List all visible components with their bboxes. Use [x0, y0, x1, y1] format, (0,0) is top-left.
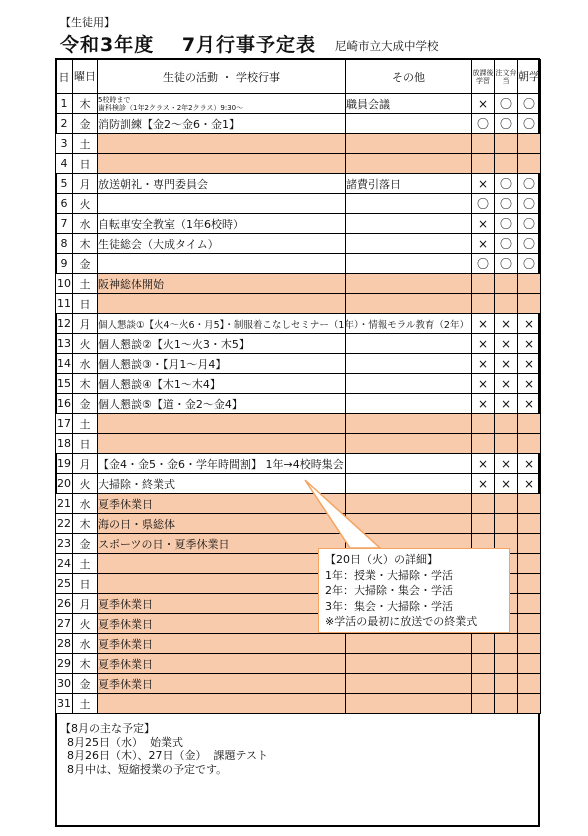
- weekday-cell: 月: [73, 594, 98, 614]
- weekday-cell: 金: [73, 114, 98, 134]
- day-cell: 8: [56, 234, 73, 254]
- morning-mark: [518, 414, 541, 434]
- callout-line: 3年：集会・大掃除・学活: [325, 599, 453, 613]
- afterschool-mark: [472, 514, 495, 534]
- morning-mark: [518, 494, 541, 514]
- morning-mark: [518, 134, 541, 154]
- table-row: [56, 314, 541, 334]
- afterschool-mark: ×: [472, 234, 495, 254]
- afterschool-mark: [472, 154, 495, 174]
- page-title: 令和3年度 7月行事予定表: [60, 34, 317, 56]
- detail-callout: [318, 548, 510, 633]
- other-cell: [346, 394, 472, 414]
- lunch-mark: [495, 514, 518, 534]
- morning-mark: 〇: [518, 94, 541, 114]
- table-row: [56, 334, 541, 354]
- activity-cell: [98, 194, 346, 214]
- activity-cell: 個人懇談④【木1～木4】: [98, 374, 346, 394]
- lunch-mark: ×: [495, 394, 518, 414]
- weekday-cell: 水: [73, 354, 98, 374]
- table-row: [56, 654, 541, 674]
- weekday-cell: 土: [73, 274, 98, 294]
- activity-cell: スポーツの日・夏季休業日: [98, 534, 346, 554]
- header-weekday: 曜日: [73, 60, 98, 94]
- weekday-cell: 水: [73, 214, 98, 234]
- other-cell: [346, 434, 472, 454]
- afterschool-mark: ×: [472, 474, 495, 494]
- afterschool-mark: [472, 414, 495, 434]
- table-row: [56, 414, 541, 434]
- footer-line: 8月26日（木）、27日（金） 課題テスト: [60, 749, 269, 762]
- afterschool-mark: ×: [472, 374, 495, 394]
- morning-mark: ×: [518, 454, 541, 474]
- activity-cell: [98, 94, 346, 114]
- table-header-row: [56, 60, 541, 94]
- day-cell: 24: [56, 554, 73, 574]
- other-cell: [346, 634, 472, 654]
- afterschool-mark: [472, 294, 495, 314]
- header-other: その他: [346, 60, 472, 94]
- activity-cell: 夏季休業日: [98, 654, 346, 674]
- afterschool-mark: ×: [472, 314, 495, 334]
- table-row: [56, 454, 541, 474]
- afterschool-mark: 〇: [472, 254, 495, 274]
- weekday-cell: 金: [73, 674, 98, 694]
- day-cell: 17: [56, 414, 73, 434]
- afterschool-mark: [472, 134, 495, 154]
- weekday-cell: 土: [73, 134, 98, 154]
- lunch-mark: ×: [495, 374, 518, 394]
- activity-cell: [98, 134, 346, 154]
- afterschool-mark: [472, 694, 495, 714]
- activity-cell: 阪神総体開始: [98, 274, 346, 294]
- table-row: [56, 694, 541, 714]
- activity-cell: 個人懇談①【火4～火6・月5】・制服着こなしセミナー（1年）・情報モラル教育（2年）: [98, 314, 346, 334]
- weekday-cell: 木: [73, 514, 98, 534]
- lunch-mark: [495, 654, 518, 674]
- callout-line: ※学活の最初に放送での終業式: [325, 615, 478, 628]
- day-cell: 26: [56, 594, 73, 614]
- lunch-mark: ×: [495, 334, 518, 354]
- header-day: 日: [56, 60, 73, 94]
- day-cell: 15: [56, 374, 73, 394]
- other-cell: [346, 214, 472, 234]
- lunch-mark: [495, 434, 518, 454]
- weekday-cell: 水: [73, 494, 98, 514]
- weekday-cell: 火: [73, 334, 98, 354]
- morning-mark: ×: [518, 474, 541, 494]
- morning-mark: [518, 154, 541, 174]
- weekday-cell: 木: [73, 234, 98, 254]
- morning-mark: ×: [518, 394, 541, 414]
- other-cell: [346, 254, 472, 274]
- other-cell: [346, 334, 472, 354]
- day-cell: 22: [56, 514, 73, 534]
- other-cell: [346, 194, 472, 214]
- lunch-mark: [495, 674, 518, 694]
- other-cell: 諸費引落日: [346, 174, 472, 194]
- day-cell: 10: [56, 274, 73, 294]
- afterschool-mark: ×: [472, 394, 495, 414]
- day-cell: 19: [56, 454, 73, 474]
- weekday-cell: 月: [73, 174, 98, 194]
- table-row: [56, 194, 541, 214]
- day-cell: 7: [56, 214, 73, 234]
- activity-cell: [98, 694, 346, 714]
- afterschool-mark: 〇: [472, 114, 495, 134]
- table-row: [56, 674, 541, 694]
- weekday-cell: 木: [73, 654, 98, 674]
- afterschool-mark: ×: [472, 334, 495, 354]
- lunch-mark: [495, 294, 518, 314]
- table-row: [56, 274, 541, 294]
- weekday-cell: 火: [73, 194, 98, 214]
- day-cell: 27: [56, 614, 73, 634]
- lunch-mark: [495, 494, 518, 514]
- table-row: [56, 374, 541, 394]
- lunch-mark: 〇: [495, 194, 518, 214]
- header-afterschool-study: 放課後学習: [472, 60, 495, 94]
- table-row: [56, 474, 541, 494]
- weekday-cell: 金: [73, 254, 98, 274]
- day-cell: 4: [56, 154, 73, 174]
- weekday-cell: 日: [73, 434, 98, 454]
- activity-cell: 夏季休業日: [98, 634, 346, 654]
- activity-cell: [98, 254, 346, 274]
- lunch-mark: [495, 274, 518, 294]
- table-row: [56, 114, 541, 134]
- weekday-cell: 金: [73, 394, 98, 414]
- other-cell: [346, 134, 472, 154]
- other-cell: 職員会議: [346, 94, 472, 114]
- weekday-cell: 水: [73, 634, 98, 654]
- day-cell: 9: [56, 254, 73, 274]
- callout-line: 1年：授業・大掃除・学活: [325, 568, 453, 582]
- activity-cell: 【金4・金5・金6・学年時間割】 1年→4校時集会: [98, 454, 346, 474]
- afterschool-mark: ×: [472, 174, 495, 194]
- other-cell: [346, 354, 472, 374]
- afterschool-mark: [472, 274, 495, 294]
- morning-mark: [518, 574, 541, 594]
- morning-mark: [518, 554, 541, 574]
- afterschool-mark: [472, 654, 495, 674]
- activity-cell: 個人懇談②【火1～火3・木5】: [98, 334, 346, 354]
- table-row: [56, 514, 541, 534]
- footer-line: 8月25日（水） 始業式: [60, 735, 183, 749]
- table-row: [56, 214, 541, 234]
- activity-subline: 5校時まで: [98, 95, 131, 104]
- weekday-cell: 土: [73, 554, 98, 574]
- header-activity: 生徒の活動 ・ 学校行事: [98, 60, 346, 94]
- lunch-mark: 〇: [495, 254, 518, 274]
- day-cell: 2: [56, 114, 73, 134]
- lunch-mark: [495, 134, 518, 154]
- morning-mark: 〇: [518, 194, 541, 214]
- table-row: [56, 494, 541, 514]
- activity-cell: [98, 154, 346, 174]
- morning-mark: ×: [518, 314, 541, 334]
- activity-cell: [98, 294, 346, 314]
- activity-cell: [98, 434, 346, 454]
- activity-cell: 夏季休業日: [98, 674, 346, 694]
- morning-mark: [518, 274, 541, 294]
- lunch-mark: [495, 154, 518, 174]
- activity-cell: [98, 554, 346, 574]
- other-cell: [346, 414, 472, 434]
- weekday-cell: 火: [73, 614, 98, 634]
- august-schedule-note: [60, 722, 268, 776]
- afterschool-mark: [472, 634, 495, 654]
- other-cell: [346, 374, 472, 394]
- table-row: [56, 294, 541, 314]
- day-cell: 25: [56, 574, 73, 594]
- header-lunch-order: 注文弁当: [495, 60, 518, 94]
- lunch-mark: ×: [495, 354, 518, 374]
- table-row: [56, 634, 541, 654]
- day-cell: 11: [56, 294, 73, 314]
- table-row: [56, 234, 541, 254]
- weekday-cell: 日: [73, 294, 98, 314]
- other-cell: [346, 674, 472, 694]
- weekday-cell: 日: [73, 154, 98, 174]
- morning-mark: [518, 634, 541, 654]
- day-cell: 3: [56, 134, 73, 154]
- lunch-mark: 〇: [495, 214, 518, 234]
- table-row: [56, 394, 541, 414]
- lunch-mark: ×: [495, 474, 518, 494]
- other-cell: [346, 494, 472, 514]
- weekday-cell: 月: [73, 314, 98, 334]
- callout-line: 2年：大掃除・集会・学活: [325, 584, 453, 597]
- other-cell: [346, 694, 472, 714]
- afterschool-mark: ×: [472, 214, 495, 234]
- activity-cell: 大掃除・終業式: [98, 474, 346, 494]
- morning-mark: ×: [518, 334, 541, 354]
- header-morning-study: 朝学: [518, 60, 541, 94]
- activity-cell: [98, 414, 346, 434]
- lunch-mark: 〇: [495, 174, 518, 194]
- morning-mark: 〇: [518, 214, 541, 234]
- afterschool-mark: 〇: [472, 194, 495, 214]
- morning-mark: [518, 514, 541, 534]
- morning-mark: [518, 614, 541, 634]
- day-cell: 18: [56, 434, 73, 454]
- morning-mark: 〇: [518, 254, 541, 274]
- school-name: 尼崎市立大成中学校: [335, 39, 439, 53]
- table-row: [56, 354, 541, 374]
- activity-cell: 海の日・県総体: [98, 514, 346, 534]
- activity-cell: 放送朝礼・専門委員会: [98, 174, 346, 194]
- activity-cell: [98, 574, 346, 594]
- callout-title: 【20日（火）の詳細】: [325, 553, 438, 566]
- morning-mark: [518, 694, 541, 714]
- other-cell: [346, 234, 472, 254]
- other-cell: [346, 274, 472, 294]
- morning-mark: [518, 434, 541, 454]
- activity-cell: 夏季休業日: [98, 494, 346, 514]
- morning-mark: 〇: [518, 234, 541, 254]
- day-cell: 29: [56, 654, 73, 674]
- afterschool-mark: ×: [472, 354, 495, 374]
- morning-mark: 〇: [518, 114, 541, 134]
- day-cell: 28: [56, 634, 73, 654]
- day-cell: 16: [56, 394, 73, 414]
- activity-cell: 夏季休業日: [98, 594, 346, 614]
- day-cell: 13: [56, 334, 73, 354]
- morning-mark: [518, 534, 541, 554]
- lunch-mark: [495, 414, 518, 434]
- other-cell: [346, 454, 472, 474]
- other-cell: [346, 514, 472, 534]
- day-cell: 5: [56, 174, 73, 194]
- table-row: [56, 254, 541, 274]
- other-cell: [346, 654, 472, 674]
- table-row: [56, 94, 541, 114]
- footer-line: 8月中は、短縮授業の予定です。: [60, 762, 228, 776]
- afterschool-mark: [472, 434, 495, 454]
- table-row: [56, 434, 541, 454]
- footer-title: 【8月の主な予定】: [60, 722, 155, 735]
- lunch-mark: [495, 634, 518, 654]
- afterschool-mark: [472, 674, 495, 694]
- lunch-mark: ×: [495, 454, 518, 474]
- lunch-mark: 〇: [495, 114, 518, 134]
- weekday-cell: 木: [73, 94, 98, 114]
- afterschool-mark: ×: [472, 454, 495, 474]
- activity-cell: 自転車安全教室（1年6校時）: [98, 214, 346, 234]
- afterschool-mark: ×: [472, 94, 495, 114]
- other-cell: [346, 294, 472, 314]
- morning-mark: 〇: [518, 174, 541, 194]
- other-cell: [346, 114, 472, 134]
- table-row: [56, 134, 541, 154]
- table-row: [56, 154, 541, 174]
- day-cell: 12: [56, 314, 73, 334]
- weekday-cell: 土: [73, 694, 98, 714]
- weekday-cell: 金: [73, 534, 98, 554]
- afterschool-mark: [472, 494, 495, 514]
- day-cell: 6: [56, 194, 73, 214]
- other-cell: [346, 474, 472, 494]
- weekday-cell: 木: [73, 374, 98, 394]
- activity-cell: 生徒総会（大成タイム）: [98, 234, 346, 254]
- activity-cell: 個人懇談③・【月1～月4】: [98, 354, 346, 374]
- morning-mark: [518, 294, 541, 314]
- activity-cell: 個人懇談⑤【道・金2～金4】: [98, 394, 346, 414]
- morning-mark: [518, 654, 541, 674]
- lunch-mark: [495, 694, 518, 714]
- day-cell: 23: [56, 534, 73, 554]
- morning-mark: [518, 674, 541, 694]
- activity-cell: 消防訓練【金2～金6・金1】: [98, 114, 346, 134]
- table-row: [56, 174, 541, 194]
- lunch-mark: 〇: [495, 94, 518, 114]
- morning-mark: ×: [518, 354, 541, 374]
- other-cell: [346, 154, 472, 174]
- weekday-cell: 月: [73, 454, 98, 474]
- day-cell: 31: [56, 694, 73, 714]
- day-cell: 30: [56, 674, 73, 694]
- day-cell: 20: [56, 474, 73, 494]
- lunch-mark: ×: [495, 314, 518, 334]
- audience-tag: 【生徒用】: [60, 16, 115, 29]
- morning-mark: [518, 594, 541, 614]
- activity-subline: 歯科検診（1年2クラス・2年2クラス）9:30～: [98, 103, 244, 112]
- day-cell: 14: [56, 354, 73, 374]
- day-cell: 1: [56, 94, 73, 114]
- weekday-cell: 日: [73, 574, 98, 594]
- weekday-cell: 土: [73, 414, 98, 434]
- activity-cell: 夏季休業日: [98, 614, 346, 634]
- weekday-cell: 火: [73, 474, 98, 494]
- lunch-mark: 〇: [495, 234, 518, 254]
- morning-mark: ×: [518, 374, 541, 394]
- day-cell: 21: [56, 494, 73, 514]
